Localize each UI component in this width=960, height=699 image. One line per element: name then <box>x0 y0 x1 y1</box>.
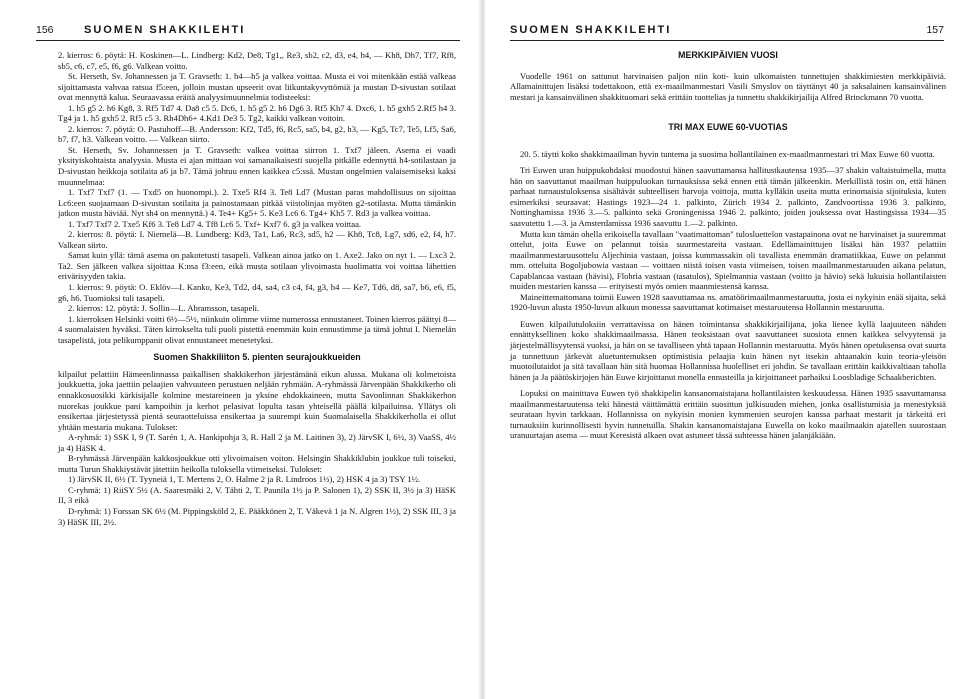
paragraph: St. Herseth, Sv. Johannessen ja T. Gravseth: valkea voittaa siirron 1. Txf7 jäleen. Asema ei vaadi yksityiskohtaista analyysia. Musta ei ajan mittaan voi samanaikaisesti suojella pitkälle edennyttä h4-sotilastaan ja D-sivustan heikkoja sotilaita a6 ja b7. Tämä johtuu ennen kaikkea c5:ssä. Mustan ongelmien valaisemiseksi kaksi muunnelmaa: <box>58 144 456 187</box>
right-text-column <box>510 50 946 441</box>
paragraph: 1. kierroksen Helsinki voitti 6½—5½, niinkuin olimme viime numerossa ennustaneet. Toinen kierros päättyi 8—4 suomalaisten hyväksi. Täten kirrokselta tuli puoli pistettä enemmän kuin ennustimme ja tämä johtui I. Niemelän tasapelistä, jota pelikumppanit olivat ennustaneet menetetyksi. <box>58 313 456 345</box>
paragraph: Euwen kilpailutuloksiin verrattavissa on hänen toimintansa shakkikirjailijana, joka lienee kyllä laajuuteen nähden ennättyksellinen koko shakkimaailmassa. Hänen teoksistaan ovat saavuttaneet suosiota ennen kaikkea selvyytensä ja järjestelmällisyytensä vuoksi, ja hän on se tavalliseen yhtä tapaan Hollannin mestaruutta. Myös hänen opetuksensa ovat suurta ja tunnettuun järkevät aluetuntemuksen optimistisia pelaajia kuin hänen nyt itsekin ahtaanakin kuin teoria-yleisön muotoilutaidot ja sitä tavallaan hän sitä huomaa Hollannissa huolelliset eri johdin. Se tavallaan erittäin kaikkivaltiaan taholla hänen ja Ja päätöskirjojen hän Euwe kirjoittanut monella ennusteilla ja kirjoittaneet parhaiksi Loosbladige Schaakberichten. <box>510 318 946 382</box>
left-running-head <box>36 24 460 38</box>
left-header-title: SUOMEN SHAKKILEHTI <box>84 24 246 36</box>
paragraph: 1. kierros: 9. pöytä: O. Eklöv—I. Kanko, Ke3, Td2, d4, sa4, c3 c4, f4, g3, h4 — Ke7, Td6, d8, sa7, b6, e6, f5, g6, h6. Tuomioksi tuli tasapeli. <box>58 282 456 303</box>
paragraph: 1. Txf7 Txf7 2. Txe5 Kf6 3. Te8 Ld7 4. Tf8 Lc6 5. Txf+ Kxf7 6. g3 ja valkea voittaa. <box>68 218 362 229</box>
right-page <box>484 0 960 699</box>
left-page-number: 156 <box>36 24 54 36</box>
paragraph: A-ryhmä: 1) SSK I, 9 (T. Sarén 1, A. Hankipohja 3, R. Hall 2 ja M. Laitinen 3), 2) JärvSK I, 6½, 3) VaaSS, 4½ ja 4) HäSK 4. <box>58 432 456 453</box>
left-header-rule <box>36 40 460 41</box>
section-heading: Suomen Shakkiliiton 5. pienten seurajoukkueiden <box>153 352 361 363</box>
right-page-number: 157 <box>926 24 944 36</box>
paragraph: C-ryhmä: 1) RiiSY 5½ (A. Saaresmäki 2, V. Tähti 2, T. Paunila 1½ ja P. Salonen 1), 2) SSK II, 3½ ja 3) HäSK II, 3 eikä <box>58 484 456 506</box>
paragraph: 1) JärvSK II, 6½ (T. Tyyneiä 1, T. Mertens 2, O. Halme 2 ja R. Lindroos 1½), 2) HSK 4 ja 3) TSY 1½. <box>68 474 421 485</box>
left-text-column <box>58 50 456 527</box>
paragraph: D-ryhmä: 1) Forssan SK 6½ (M. Pippingsköld 2, E. Pääkkönen 2, T. Väkevä 1 ja N. Algren 1½), 2) SSK III, 3 ja 3) HäSK III, 2½. <box>58 505 456 527</box>
paragraph: Vuodelle 1961 on sattunut harvinaisen paljon niin koti- kuin ulkomaisten tunnettujen shakkimiesten merkkipäiviä. Allamainittujen lisäksi todettakoon, että ex-maailmanmestari Vasili Smyslov on täyttänyt 40 ja saksalainen kansainvälinen mestari ja kansainvälinen shakkituomari sekä erittäin tuottelias ja tunnettu shakkikirjailija Alfred Brinckmann 70 vuotta. <box>510 70 946 102</box>
paragraph: 1. Txf7 Txf7 (1. — Txd5 on huonompi.). 2. Txe5 Rf4 3. Te8 Ld7 (Mustan paras mahdollisuus on sijoittaa Lc6:een suojaamaan D-sivustan sotilaita ja painostamaan pitkää viistolinjaa myöten g2-sotilasta. Mutta tämänkin jatkon musta häviää. Nyt sh4 on mennyttä.) 4. Te4+ Kg5+ 5. Ke3 Lc6 6. Tg4+ Kh5 7. Rd3 ja valkea voittaa. <box>58 187 456 219</box>
paragraph: 20. 5. täytti koko shakkimaailman hyvin tuntema ja suosima hollantilainen ex-maailmanmestari tri Max Euwe 60 vuotta. <box>520 148 935 159</box>
paragraph: 2. kierros: 8. pöytä: I. Niemelä—B. Lundberg: Kd3, Ta1, La6, Rc3, sd5, h2 — Kh8, Tc8, Lg7, sd6, e2, f4, h7. Valkean siirto. <box>58 229 456 250</box>
paragraph: Mutta kun tämän ohella erikoisella tavallaan "vaatimattoman" tulosluettelon vastapainona ovat ne harvinaiset ja suuremmat ottelut, joita Euwe on pelannut toisia suurmestareita vastaan. Edellämainittujen lisäksi hän 1937 pelattiin maailmanmestaruusottelu Aljechinia vastaan, joissa kummassakin oli tavallista enemmän dramatiikkaa, Euwe on pelannut mm. otteluita Bogoljubowia vastaan — voittaen niistä toisen vasta viimeisen, toisen maailmanmestaruuden aikana pelatun, Capablancaa vastaan (hävisi), Flohria vastaan (tasatulos), Spielmannia vastaan (voitto ja hävio) sekä lukuisia hollantilaisten muiden mestarien kanssa — erityisesti myös omien maanmiestensä kanssa. <box>510 228 946 292</box>
paragraph: Maineittemattomana toimii Euwen 1928 saavuttamaa ns. amatöörimaailmanmestaruutta, josta ei nykyisin enää sijaita, sekä 1920-luvun alusta 1950-luvun alkuun monessa saavuttamat kotimaiset mestaruutensa Hollannin mestaruutta. <box>510 291 946 313</box>
paragraph: Samat kuin yllä: tämä asema on pakotetusti tasapeli. Valkean ainoa jatko on 1. Axe2. Jako on nyt 1. — Lxc3 2. Ta2. Sen jälkeen valkea sijoittaa K:nsa f3:een, eikä musta sotilaan ylivoimasta huolimatta voi voittaa lähettien erivärisyyden takia. <box>58 250 456 282</box>
paragraph: Tri Euwen uran huippukohdaksi muodostui hänen saavuttamansa hallitustkautensa 1935—37 shakin valtaistuimella, mutta hän on saavuttanut maailman huippuluokan turnauksissa sekä ennen että tämän jälkeenkin. Merkillistä tosin on, että hänen parhaat turnaustuloksensa sisältävät suhteellisen harvoja voittoja, mutta kylläkin useita mutta erinomaisia sijoituksia, kuten esimerkiksi seuraavat: Hastings 1923—24 1. palkinto, Zürich 1934 2. palkinto, Zandvoortissa 1936 3. palkinto, Nottinghamissa 1936 3.—5. palkinto sekä Groningenissa 1946 2. palkinto, joiden jouksessa ovat Hastingsissa 1934—35 saavutettu 1.—3. ja Amsterdamissa 1936 saavuttu 1.—2. palkinto. <box>510 165 946 229</box>
right-header-title: SUOMEN SHAKKILEHTI <box>510 24 672 36</box>
section-heading: MERKKIPÄIVIEN VUOSI <box>678 50 778 60</box>
paragraph: 2. kierros: 7. pöytä: O. Pastuhoff—B. Andersson: Kf2, Td5, f6, Rc5, sa5, b4, g2, h3, — Kg5, Tc7, Te5, Lf5, Sa6, b7, f7, h3. Valkean voitto. — Valkean siirto. <box>58 123 456 145</box>
right-running-head <box>510 24 944 38</box>
right-header-rule <box>510 40 944 41</box>
paragraph: 2. kierros: 6. pöytä: H. Koskinen—L. Lindberg: Kd2, De8, Tg1,, Re3, sb2, c2, d3, e4, h4, — Kh8, Dh7, Tf7, Rf8, sb5, c6, c7, e5, f6, g6. Valkean voitto. <box>58 50 456 71</box>
section-heading: TRI MAX EUWE 60-VUOTIAS <box>668 122 788 133</box>
paragraph: St. Herseth, Sv. Johannessen ja T. Gravseth: 1. h4—h5 ja valkea voittaa. Musta ei voi mitenkään estää valkeaa sijoittamasta vahvaa ratsua f5:een, jolloin mustan upseerit ovat liikuntakyvyttömiä ja mustan D-sivustan sotilaat ovat mennyttä kalua. Seuraavassa eräitä analyysimuunnelmia todisteeksi: <box>58 71 456 103</box>
paragraph: 2. kierros: 12. pöytä: J. Sollin—L. Abramsson, tasapeli. <box>68 303 260 314</box>
paragraph: 1. h5 g5 2. h6 Kg8, 3. Rf5 Td7 4. Da8 c5 5. Dc6, 1. h5 g5 2. h6 Dg6 3. Rf5 Kh7 4. Dxc6, 1. h5 gxh5 2.Rf5 h4 3. Tg4 ja 1. h5 gxh5 2. Rf5 c5 3. Rh4Dh6+ 4.Kd1 De3 5. Tg2, kaikki valkean voitoin. <box>58 102 456 124</box>
paragraph: kilpailut pelattiin Hämeenlinnassa paikallisen shakkikerhon järjestämänä eikun alussa. Mukana oli kolmetoista joukkuetta, joka jaettiin pelaajien vahvuuteen perustuen neljään ryhmään. A-ryhmässä Järvenpään Shakkikerho oli ennakkosuosikki kärkisijalle kolmine mestareineen ja yksine ehdokkaineen, mutta Savonlinnan Shakkikerhon nuorekas joukkue pani kampoihin ja kerhot pelasivat lopulta tasan yhteisellä päällä kilpailuinsa. Yllätys oli ensikertaa järjestetyssä pientä seuraotteluissa ensikertaa ja suurempi kuin Suomalaisella Shakkikerholla ei ollut yhtään mestaria mukana. Tulokset: <box>58 368 456 432</box>
paragraph: B-ryhmässä Järvenpään kakkosjoukkue otti ylivoimaisen voiton. Helsingin Shakkiklubin joukkue tuli toiseksi, mutta Turun Shakkiystävät jätettiin heikolla tuloksella viimeiseksi. Tulokset: <box>58 453 456 474</box>
paragraph: Lopuksi on mainittava Euwen työ shakkipelin kansanomaistajana hollantilaisten keskuudessa. Hänen 1935 saavuttamansa maailmanmestaruutensa teki hänestä väittämättä erittäin suosittun julkisuuden miehen, jonka osallistumisia ja menestyksiä seurataan hyvin tarkkaan. Hollannissa on nykyisin monien kymmenien seurojen kanssa parhaat mestarit ja tärkeitä eri turnauksiin kurinnollisesti hyvin tunnetuilla. Shakin kansanomaistajana Euwella on koko maailmaakin ajatellen suurostaan uranuurtajan asema — muut Keresistä alkaen ovat astuneet tässä suhteessa hänen jalanjäkiään. <box>510 388 946 441</box>
